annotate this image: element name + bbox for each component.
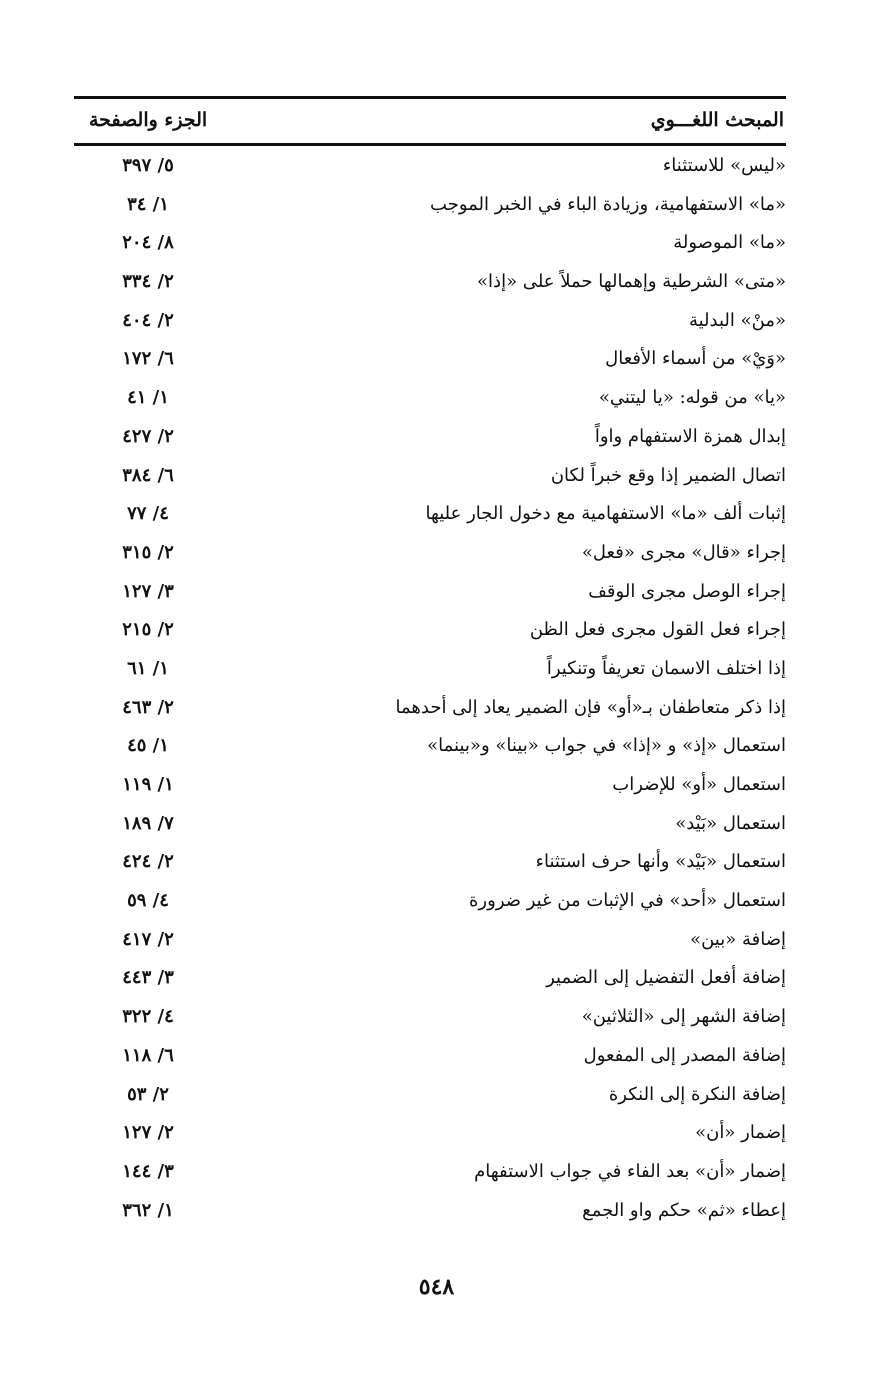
row-reference: ١/ ٤١ (127, 387, 169, 409)
row-topic: «متى» الشرطية وإهمالها حملاً على «إذا» (477, 271, 786, 293)
row-reference: ٦/ ١٧٢ (122, 348, 174, 370)
row-topic: استعمال «أحد» في الإثبات من غير ضرورة (469, 890, 786, 912)
row-reference: ٢/ ٣١٥ (122, 541, 174, 563)
row-reference: ٣/ ٤٤٣ (122, 967, 174, 989)
row-topic: إضافة المصدر إلى المفعول (583, 1044, 786, 1066)
table-row (74, 495, 786, 534)
table-row (74, 650, 786, 689)
row-topic: استعمال «بَيْد» (675, 812, 786, 834)
table-row (74, 302, 786, 341)
row-reference: ١/ ٣٤ (127, 193, 169, 215)
table-row (74, 611, 786, 650)
row-topic: «ليس» للاستثناء (662, 155, 786, 176)
row-topic: «ما» الاستفهامية، وزيادة الباء في الخبر الموجب (430, 193, 786, 215)
page-number: ٥٤٨ (418, 1274, 455, 1300)
table-row (74, 224, 786, 263)
row-topic: «ما» الموصولة (673, 232, 786, 254)
table-row (74, 921, 786, 960)
row-topic: إجراء الوصل مجرى الوقف (588, 580, 786, 602)
table-row (74, 805, 786, 844)
row-topic: إضافة «بين» (690, 928, 786, 950)
row-topic: إضافة النكرة إلى النكرة (608, 1083, 786, 1105)
row-reference: ٢/ ٢١٥ (122, 619, 174, 641)
table-row (74, 1037, 786, 1076)
row-reference: ١/ ٦١ (127, 657, 169, 679)
row-reference: ٧/ ١٨٩ (122, 812, 174, 834)
table-row (74, 998, 786, 1037)
table-row (74, 727, 786, 766)
table-row (74, 1114, 786, 1153)
row-reference: ٢/ ٤٢٤ (122, 851, 174, 873)
row-topic: إضمار «أن» (695, 1122, 786, 1144)
table-row (74, 882, 786, 921)
row-reference: ٣/ ١٤٤ (122, 1160, 174, 1182)
table-row (74, 1076, 786, 1115)
row-topic: «يا» من قوله: «يا ليتني» (598, 387, 786, 409)
table-row (74, 263, 786, 302)
row-topic: إبدال همزة الاستفهام واواً (594, 425, 786, 447)
row-topic: إذا اختلف الاسمان تعريفاً وتنكيراً (546, 657, 786, 679)
table-row (74, 418, 786, 457)
row-reference: ٢/ ٣٣٤ (122, 271, 174, 293)
table-row (74, 689, 786, 728)
row-topic: إجراء فعل القول مجرى فعل الظن (529, 619, 786, 641)
table-row (74, 379, 786, 418)
reference-column-header: الجزء والصفحة (89, 109, 208, 131)
table-row (74, 534, 786, 573)
row-topic: استعمال «بَيْد» وأنها حرف استثناء (535, 851, 786, 873)
row-topic: إضافة أفعل التفضيل إلى الضمير (546, 967, 786, 989)
table-row (74, 147, 786, 186)
table-row (74, 1153, 786, 1192)
index-rows (74, 147, 786, 1230)
row-topic: إثبات ألف «ما» الاستفهامية مع دخول الجار عليها (425, 503, 786, 525)
table-row (74, 959, 786, 998)
row-reference: ٢/ ٤١٧ (122, 928, 174, 950)
row-reference: ٢/ ١٢٧ (122, 1122, 174, 1144)
row-topic: إعطاء «ثم» حكم واو الجمع (582, 1199, 786, 1221)
row-reference: ٣/ ١٢٧ (122, 580, 174, 602)
row-reference: ٦/ ١١٨ (122, 1044, 174, 1066)
table-header (74, 99, 786, 143)
topic-column-header: المبحث اللغـــوي (650, 109, 784, 131)
table-row (74, 843, 786, 882)
row-topic: استعمال «إذ» و «إذا» في جواب «بينا» و«بينما» (427, 735, 786, 757)
row-topic: «وَيْ» من أسماء الأفعال (605, 348, 786, 370)
row-reference: ٤/ ٧٧ (127, 503, 169, 525)
row-reference: ١/ ٣٦٢ (122, 1199, 174, 1221)
row-reference: ٤/ ٥٩ (127, 890, 169, 912)
row-reference: ٢/ ٤٢٧ (122, 425, 174, 447)
row-topic: اتصال الضمير إذا وقع خبراً لكان (550, 464, 786, 486)
row-reference: ٢/ ٥٣ (127, 1083, 169, 1105)
table-row (74, 340, 786, 379)
row-reference: ٤/ ٣٢٢ (122, 1006, 174, 1028)
header-bottom-rule (74, 143, 786, 146)
linguistic-index-table (74, 96, 786, 1230)
row-reference: ٢/ ٤٦٣ (122, 696, 174, 718)
row-topic: استعمال «أو» للإضراب (612, 774, 786, 795)
table-row (74, 766, 786, 805)
table-row (74, 573, 786, 612)
table-row (74, 457, 786, 496)
row-reference: ١/ ١١٩ (122, 774, 174, 795)
row-topic: «منْ» البدلية (688, 309, 786, 331)
row-topic: إضافة الشهر إلى «الثلاثين» (581, 1006, 786, 1028)
table-row (74, 186, 786, 225)
row-topic: إذا ذكر متعاطفان بـ«أو» فإن الضمير يعاد إلى أحدهما (395, 696, 786, 718)
row-reference: ٥/ ٣٩٧ (122, 155, 174, 176)
row-reference: ٦/ ٣٨٤ (122, 464, 174, 486)
table-row (74, 1192, 786, 1231)
row-reference: ٢/ ٤٠٤ (122, 309, 174, 331)
row-reference: ١/ ٤٥ (127, 735, 169, 757)
row-topic: إضمار «أن» بعد الفاء في جواب الاستفهام (474, 1160, 786, 1182)
row-reference: ٨/ ٢٠٤ (122, 232, 174, 254)
row-topic: إجراء «قال» مجرى «فعل» (581, 541, 786, 563)
